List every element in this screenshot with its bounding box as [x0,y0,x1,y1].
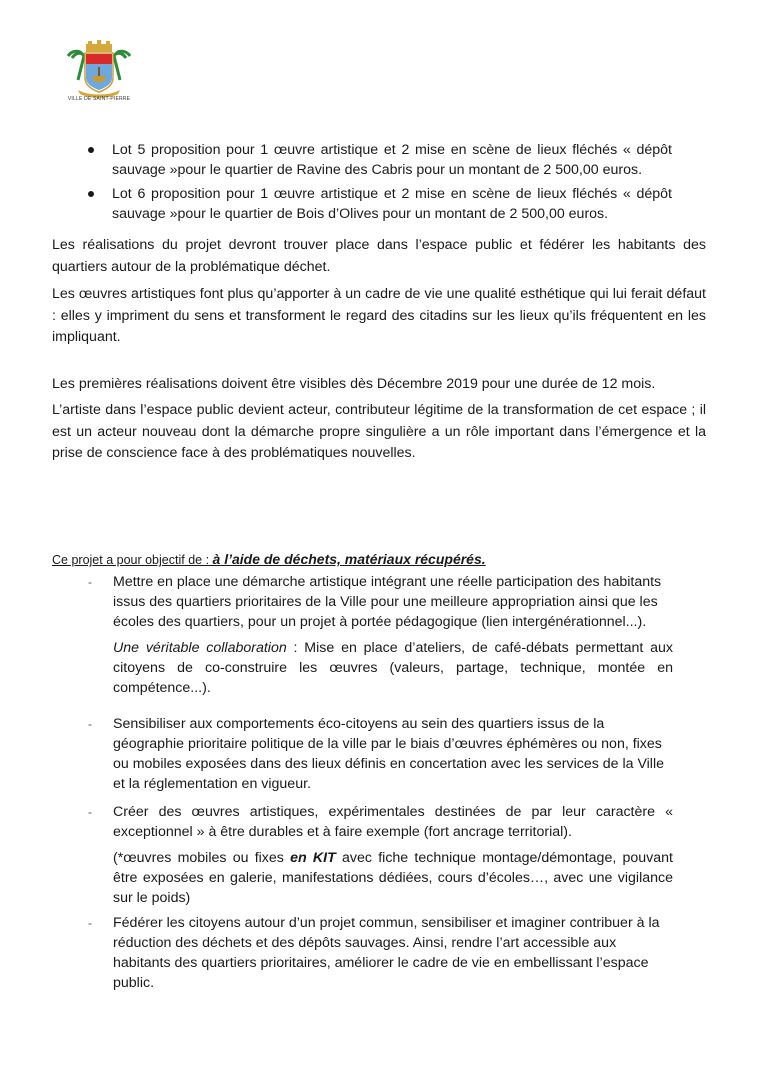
objective-4-text: Fédérer les citoyens autour d’un projet commun, sensibiliser et imaginer contribuer à la réduction des déchets et des dépôts sauvages. Ainsi, rendre l’art accessible aux habitants des quartiers prioritaires, améliorer le cadre de vie en embellissant l’espace public. [113,915,660,991]
lot-5-text: Lot 5 proposition pour 1 œuvre artistique et 2 mise en scène de lieux fléchés « dépôt sauvage »pour le quartier de Ravine des Cabris pour un montant de 2 500,00 euros. [112,142,672,178]
dash-marker: - [88,805,92,819]
list-item [88,184,672,224]
dash-marker: - [88,916,92,930]
bullet-icon [88,191,94,197]
kit-post-text: avec fiche technique montage/démontage, pouvant être exposées en galerie, manifestations dédiées, cours d’écoles…, avec une vigilance sur le poids) [113,850,674,906]
objective-label: Ce projet a pour objectif de : [52,553,213,567]
dash-marker: - [88,575,92,589]
kit-pre-text: (*œuvres mobiles ou fixes [113,850,291,866]
objective-3-text: Créer des œuvres artistiques, expérimentales destinées de par leur caractère « exceptionnel » à être durables et à faire exemple (fort ancrage territorial). [113,804,673,840]
dash-marker: - [88,717,92,731]
objective-1-text: Mettre en place une démarche artistique intégrant une réelle participation des habitants issus des quartiers prioritaires de la Ville pour une meilleure appropriation ainsi que les écoles des quartiers, pour un projet à portée pédagogique (lien intergénérationnel...). [113,574,662,630]
collaboration-text: : Mise en place d’ateliers, de café-débats permettant aux citoyens de co-construire les œuvres (valeurs, partage, technique, montée en compétence...). [113,640,673,696]
paragraph-oeuvres: Les œuvres artistiques font plus qu’apporter à un cadre de vie une qualité esthétique qui lui ferait défaut : elles y impriment du sens et transforment le regard des citadins sur les lieux qu’ils fréquentent en les impliquant. [52,286,706,345]
objective-3-subtext [113,848,673,908]
collaboration-italic: Une véritable collaboration [113,640,287,656]
objective-1-subtext [113,638,673,698]
paragraph-artiste: L’artiste dans l’espace public devient acteur, contributeur légitime de la transformation de cet espace ; il est un acteur nouveau dont la démarche propre singulière a un rôle important dans l’émergence et la prise de conscience face à des problématiques nouvelles. [52,402,706,461]
lot-6-text: Lot 6 proposition pour 1 œuvre artistique et 2 mise en scène de lieux fléchés « dépôt sauvage »pour le quartier de Bois d’Olives pour un montant de 2 500,00 euros. [112,186,672,222]
paragraph-premieres: Les premières réalisations doivent être visibles dès Décembre 2019 pour une durée de 12 mois. [52,376,656,392]
objective-heading [52,551,706,567]
logo-caption: VILLE DE SAINT-PIERRE [67,96,131,102]
objective-emphasis: à l’aide de déchets, matériaux récupérés. [212,551,486,567]
lots-list [88,140,672,228]
kit-bold-text: en KIT [290,850,336,866]
objective-2-text: Sensibiliser aux comportements éco-citoyens au sein des quartiers issus de la géographie prioritaire politique de la ville par le biais d’œuvres éphémères ou non, fixes ou mobiles exposées dans des lieux définis en concertation avec les services de la Ville et la réglementation en vigueur. [113,716,664,792]
city-coat-of-arms-icon [66,40,132,104]
list-item [88,140,672,180]
bullet-icon [88,147,94,153]
paragraph-realisations: Les réalisations du projet devront trouver place dans l’espace public et fédérer les habitants des quartiers autour de la problématique déchet. [52,237,706,275]
